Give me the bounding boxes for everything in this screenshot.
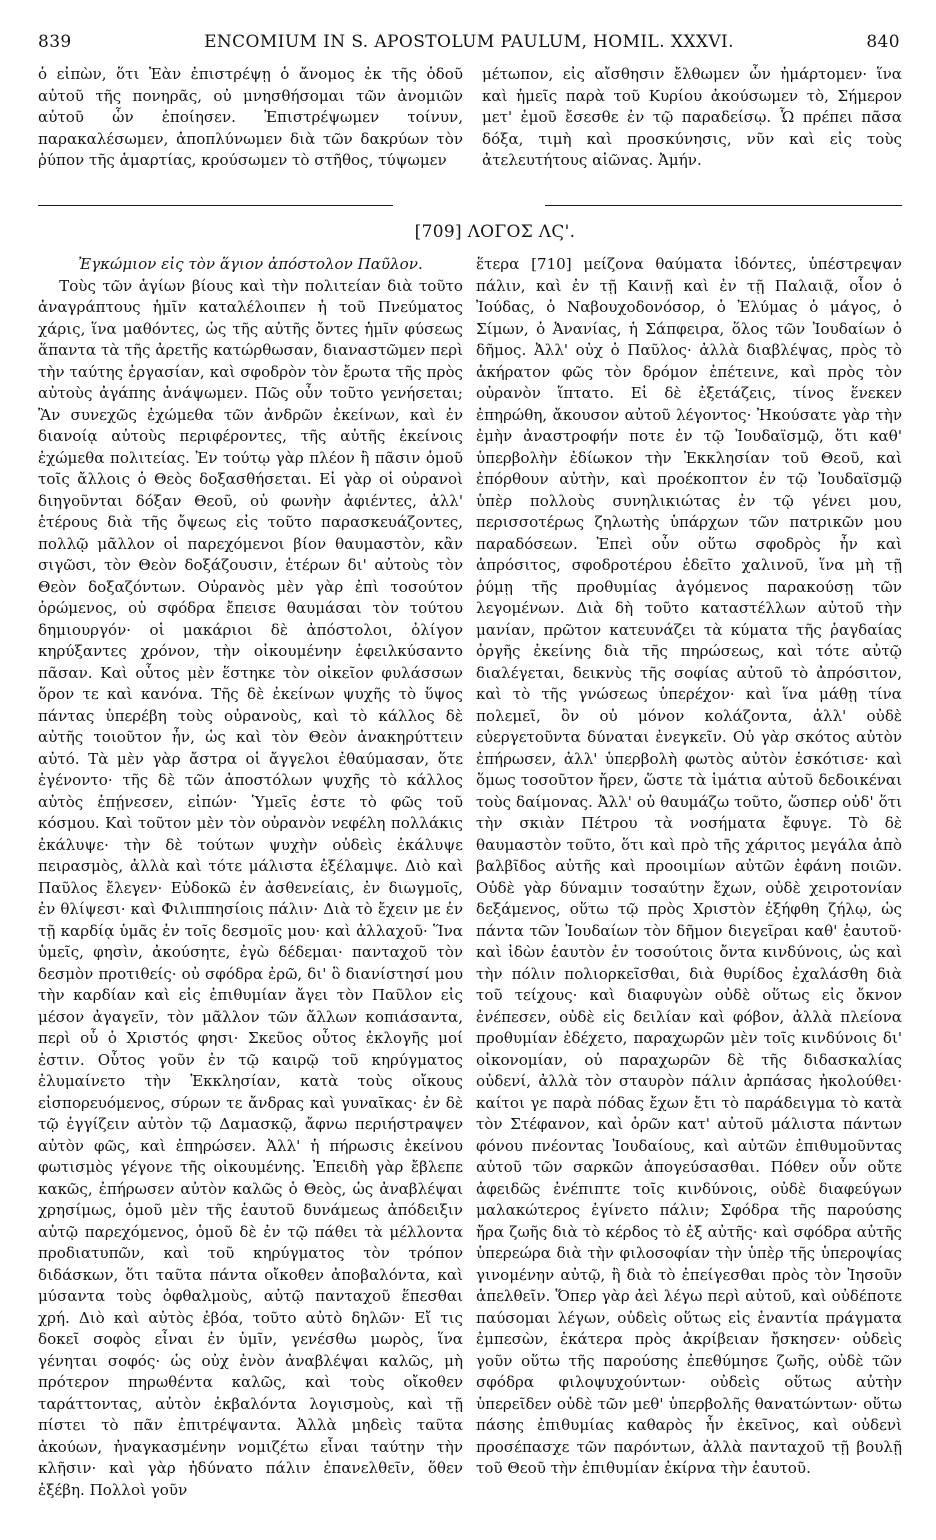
- section-subtitle: Ἐγκώμιον εἰς τὸν ἅγιον ἀπόστολον Παῦλον.: [78, 255, 423, 273]
- running-title: ENCOMIUM IN S. APOSTOLUM PAULUM, HOMIL. XXXVI.: [204, 32, 734, 52]
- running-head: [38, 32, 900, 56]
- section-divider-right: [545, 205, 902, 206]
- section-divider-left: [38, 205, 393, 206]
- lead-column-left: [38, 64, 463, 172]
- body-column-left: [38, 254, 463, 1501]
- body-text-left: Τοὺς τῶν ἁγίων βίους καὶ τὴν πολιτείαν διὰ τοῦτο ἀναγράπτους ἡμῖν καταλέλοιπεν ἡ τοῦ Πνεύματος χάρις, ἵνα μαθόντες, ὡς τῆς αὐτῆς ὄντες ἡμῖν φύσεως ἅπαντα τὰ τῆς ἀρετῆς κατώρθωσαν, διαναστῶμεν περὶ τὴν ταύτης ἐργασίαν, καὶ σφοδρὸν τὸν ἔρωτα τῆς πρὸς αὐτοὺς ἀγάπης ἀνάψωμεν. Πῶς οὖν τοῦτο γενήσεται; Ἂν συνεχῶς ἐχώμεθα τῶν ἀνδρῶν ἐκείνων, καὶ ἐν διανοίᾳ αὐτοὺς περιφέροντες, τῆς αὐτῆς ἐκείνοις ἐχώμεθα πολιτείας. Ἐν τούτῳ γὰρ πλέον ἢ πᾶσιν ὁμοῦ τοῖς ἄλλοις ὁ Θεὸς δοξασθήσεται. Εἰ γὰρ οἱ οὐρανοὶ διηγοῦνται δόξαν Θεοῦ, οὐ φωνὴν ἀφιέντες, ἀλλ' ἑτέρους διὰ τῆς ὄψεως εἰς τοῦτο παρασκευάζοντες, πολλῷ μᾶλλον οἱ παρεχόμενοι βίον θαυμαστὸν, κἂν σιγῶσι, τὸν Θεὸν δοξάζουσιν, ἑτέρων δι' αὐτοὺς τὸν Θεὸν δοξαζόντων. Οὐρανὸς μὲν γὰρ ἐπὶ τοσούτον ὁρώμενος, οὐ σφόδρα ἔπεισε θαυμάσαι τὸν τούτου δημιουργόν· οἱ μακάριοι δὲ ἀπόστολοι, ὀλίγον κηρύξαντες χρόνον, τὴν οἰκουμένην ἐφειλκύσαντο πᾶσαν. Καὶ οὗτος μὲν ἕστηκε τὸν οἰκεῖον φυλάσσων ὅρον τε καὶ κανόνα. Τῆς δὲ ἐκείνων ψυχῆς τὸ ὕψος πάντας ὑπερέβη τοὺς οὐρανοὺς, καὶ τὸ κάλλος δὲ αὐτῆς τοιοῦτον ἦν, ὡς καὶ τὸν Θεὸν ἀνακηρύττειν αὐτό. Τὰ μὲν γὰρ ἄστρα οἱ ἄγγελοι ἐθαύμασαν, ὅτε ἐγένοντο· τῆς δὲ τῶν ἀποστόλων ψυχῆς τὸ κάλλος αὐτὸς ἐπῄνεσεν, εἰπών· Ὑμεῖς ἐστε τὸ φῶς τοῦ κόσμου. Καὶ τοῦτον μὲν τὸν οὐρανὸν νεφέλη πολλάκις ἐκάλυψε· τὴν δὲ τούτων ψυχὴν οὐδεὶς ἐκάλυψε πειρασμὸς, ἀλλὰ καὶ τότε μάλιστα ἐξέλαμψε. Διὸ καὶ Παῦλος ἔλεγεν· Εὐδοκῶ ἐν ἀσθενείαις, ἐν διωγμοῖς, ἐν θλίψεσι· καὶ Φιλιππησίοις πάλιν· Διὰ τὸ ἔχειν με ἐν τῇ καρδίᾳ ὑμᾶς ἐν τοῖς δεσμοῖς μου· καὶ ἀλλαχοῦ· Ἵνα ὑμεῖς, φησὶν, ἀκούσητε, ἐγὼ δέδεμαι· πανταχοῦ τὸν δεσμὸν προτιθείς· οὐ σφόδρα ἐρῶ, δι' ὃ διανίστησί μου τὴν καρδίαν καὶ εἰς ἐπιθυμίαν ἄγει τὸν Παῦλον εἰς μέσον ἀγαγεῖν, τὸν μᾶλλον τῶν ἄλλων κοπιάσαντα, περὶ οὗ ὁ Χριστός φησι· Σκεῦος οὗτος ἐκλογῆς μοί ἐστιν. Οὗτος γοῦν ἐν τῷ καιρῷ τοῦ κηρύγματος ἐλυμαίνετο τὴν Ἐκκλησίαν, κατὰ τοὺς οἴκους εἰσπορευόμενος, σύρων τε ἄνδρας καὶ γυναῖκας· ἐν δὲ τῷ ἐγγίζειν αὐτὸν τῷ Δαμασκῷ, ἄφνω περιήστραψεν αὐτὸν φῶς, καὶ ἐπηρώσεν. Ἀλλ' ἡ πήρωσις ἐκείνου φωτισμὸς γέγονε τῆς οἰκουμένης. Ἐπειδὴ γὰρ ἔβλεπε κακῶς, ἐπήρωσεν αὐτὸν καλῶς ὁ Θεὸς, ὡς ἀναβλέψαι χρησίμως, ὁμοῦ μὲν τῆς ἑαυτοῦ δυνάμεως ἀπόδειξιν αὐτῷ παρεχόμενος, ὁμοῦ δὲ ἐν τῷ πάθει τὰ μέλλοντα προδιατυπῶν, καὶ τοῦ κηρύγματος τὸν τρόπον διδάσκων, ὅτι ταῦτα πάντα οἴκοθεν ἀποβαλόντα, καὶ μύσαντα τοὺς ὀφθαλμοὺς, αὐτῷ πανταχοῦ ἕπεσθαι χρή. Διὸ καὶ αὐτὸς ἐβόα, τοῦτο αὐτὸ δηλῶν· Εἴ τις δοκεῖ σοφὸς εἶναι ἐν ὑμῖν, γενέσθω μωρὸς, ἵνα γένηται σοφός· ὡς οὐχ ἐνὸν ἀναβλέψαι καλῶς, μὴ πρότερον πηρωθέντα καλῶς, καὶ τοὺς οἴκοθεν ταράττοντας, αὐτὸν ἐκβαλόντα λογισμοὺς, καὶ τῇ πίστει τὸ πᾶν ἐπιτρέψαντα. Ἀλλὰ μηδεὶς ταῦτα ἀκούων, ἠναγκασμένην νομιζέτω εἶναι ταύτην τὴν κλῆσιν· καὶ γὰρ ἠδύνατο πάλιν ἐπανελθεῖν, ὅθεν ἐξέβη. Πολλοὶ γοῦν: [38, 276, 463, 1499]
- body-column-right: [476, 254, 902, 1480]
- body-text-right: ἕτερα [710] μείζονα θαύματα ἰδόντες, ὑπέστρεψαν πάλιν, καὶ ἐν τῇ Καινῇ καὶ ἐν τῇ Παλαιᾷ, οἷον ὁ Ἰούδας, ὁ Ναβουχοδονόσορ, ὁ Ἐλύμας ὁ μάγος, ὁ Σίμων, ὁ Ἀνανίας, ἡ Σάπφειρα, ὅλος τῶν Ἰουδαίων ὁ δῆμος. Ἀλλ' οὐχ ὁ Παῦλος· ἀλλὰ διαβλέψας, πρὸς τὸ ἀκήρατον φῶς τὸν δρόμον ἐπέτεινε, καὶ πρὸς τὸν οὐρανὸν ἵπτατο. Εἰ δὲ ἐξετάζεις, τίνος ἕνεκεν ἐπηρώθη, ἄκουσον αὐτοῦ λέγοντος· Ἠκούσατε γὰρ τὴν ἐμὴν ἀναστροφήν ποτε ἐν τῷ Ἰουδαϊσμῷ, ὅτι καθ' ὑπερβολὴν ἐδίωκον τὴν Ἐκκλησίαν τοῦ Θεοῦ, καὶ ἐπόρθουν αὐτὴν, καὶ προέκοπτον ἐν τῷ Ἰουδαϊσμῷ ὑπὲρ πολλοὺς συνηλικιώτας ἐν τῷ γένει μου, περισσοτέρως ζηλωτὴς ὑπάρχων τῶν πατρικῶν μου παραδόσεων. Ἐπεὶ οὖν οὕτω σφοδρὸς ἦν καὶ ἀπρόσιτος, σφοδροτέρου ἐδεῖτο χαλινοῦ, ἵνα μὴ τῇ ῥύμῃ τῆς προθυμίας ἀγόμενος παρακούσῃ τῶν λεγομένων. Διὰ δὴ τοῦτο καταστέλλων αὐτοῦ τὴν μανίαν, πρῶτον κατευνάζει τὰ κύματα τῆς ῥαγδαίας ὀργῆς ἐκείνης διὰ τῆς πηρώσεως, καὶ τότε αὐτῷ διαλέγεται, δεικνὺς τῆς σοφίας αὐτοῦ τὸ ἀπρόσιτον, καὶ τὸ τῆς γνώσεως ὑπερέχον· καὶ ἵνα μάθῃ τίνα πολεμεῖ, ὃν οὐ μόνον κολάζοντα, ἀλλ' οὐδὲ εὐεργετοῦντα δύναται ἐνεγκεῖν. Οὐ γὰρ σκότος αὐτὸν ἐπήρωσεν, ἀλλ' ὑπερβολὴ φωτὸς αὐτὸν ἐσκότισε· καὶ ὅμως τοσοῦτον ἤρεν, ὥστε τὰ ἱμάτια αὐτοῦ δεδοικέναι τοὺς δαίμονας. Ἀλλ' οὐ θαυμάζω τοῦτο, ὥσπερ οὐδ' ὅτι τὴν σκιὰν Πέτρου τὰ νοσήματα ἔφυγε. Τὸ δὲ θαυμαστὸν τοῦτο, ὅτι καὶ πρὸ τῆς χάριτος μεγάλα ἀπὸ βαλβῖδος αὐτῆς καὶ προοιμίων αὐτῶν ἐφάνη ποιῶν. Οὐδὲ γὰρ δύναμιν τοσαύτην ἔχων, οὐδὲ χειροτονίαν δεξάμενος, οὕτω τῷ πρὸς Χριστὸν ἐξήφθη ζήλῳ, ὡς πάντα τῶν Ἰουδαίων τὸν δῆμον διεγεῖραι καθ' ἑαυτοῦ· καὶ ἰδὼν ἑαυτὸν ἐν τοσούτοις ὄντα κινδύνοις, ὡς καὶ τὴν πόλιν πολιορκεῖσθαι, διὰ θυρίδος ἐχαλάσθη διὰ τοῦ τείχους· καὶ διαφυγὼν οὐδὲ οὕτως εἰς ὄκνον ἐνέπεσεν, οὐδὲ εἰς δειλίαν καὶ φόβον, ἀλλὰ πλείονα προθυμίαν ἐδέχετο, παραχωρῶν μὲν τοῖς κινδύνοις δι' οἰκονομίαν, οὐ παραχωρῶν δὲ τῆς διδασκαλίας οὐδενί, ἀλλὰ τὸν σταυρὸν πάλιν ἁρπάσας ἠκολούθει· καίτοι γε παρὰ πόδας ἔχων ἔτι τὸ παράδειγμα τὸ κατὰ τὸν Στέφανον, καὶ ὁρῶν κατ' αὐτοῦ μάλιστα πάντων φόνου πνέοντας Ἰουδαίους, καὶ αὐτῶν ἐπιθυμοῦντας αὐτοῦ τῶν σαρκῶν ἀπογεύσασθαι. Πόθεν οὖν οὔτε ἀφειδῶς ἐνέπιπτε τοῖς κινδύνοις, οὐδὲ διαφεύγων μαλακώτερος ἐγίνετο πάλιν; Σφόδρα τῆς παρούσης ἤρα ζωῆς διὰ τὸ κέρδος τὸ ἐξ αὐτῆς· καὶ σφόδρα αὐτῆς ὑπερεώρα διὰ τὴν φιλοσοφίαν τὴν ὑπὲρ τῆς ὑπεροψίας γινομένην αὐτῷ, ἢ διὰ τὸ ἐπείγεσθαι πρὸς τὸν Ἰησοῦν ἀπελθεῖν. Ὅπερ γὰρ ἀεὶ λέγω περὶ αὐτοῦ, καὶ οὐδέποτε παύσομαι λέγων, οὐδεὶς οὕτως εἰς ἐναντία πράγματα ἐμπεσὼν, ἑκάτερα πρὸς ἀκρίβειαν ἤσκησεν· οὐδεὶς γοῦν οὕτω τῆς παρούσης ἐπεθύμησε ζωῆς, οὐδὲ τῶν σφόδρα φιλοψυχούντων· οὐδεὶς οὕτως αὐτὴν ὑπερεῖδεν οὐδὲ τῶν μεθ' ὑπερβολῆς θανατώντων· οὕτω πάσης ἐπιθυμίας καθαρὸς ἦν ἐκεῖνος, καὶ οὐδενὶ προσέπασχε τῶν παρόντων, ἀλλὰ πανταχοῦ τῇ βουλῇ τοῦ Θεοῦ τὴν ἐπιθυμίαν ἐκίρνα τὴν ἑαυτοῦ.: [476, 255, 902, 1477]
- section-heading: [709] ΛΟΓΟΣ ΛϚ'.: [414, 222, 576, 242]
- left-page-number: 839: [38, 32, 72, 52]
- lead-text-right: μέτωπον, εἰς αἴσθησιν ἔλθωμεν ὧν ἡμάρτομεν· ἵνα καὶ ἡμεῖς παρὰ τοῦ Κυρίου ἀκούσωμεν τὸ, Σήμερον μετ' ἐμοῦ ἔσεσθε ἐν τῷ παραδείσῳ. Ὧ πρέπει πᾶσα δόξα, τιμὴ καὶ προσκύνησις, νῦν καὶ εἰς τοὺς ἀτελευτήτους αἰῶνας. Ἀμήν.: [482, 65, 902, 170]
- lead-column-right: [482, 64, 902, 172]
- lead-text-left: ὁ εἰπὼν, ὅτι Ἐὰν ἐπιστρέψῃ ὁ ἄνομος ἐκ τῆς ὁδοῦ αὐτοῦ τῆς πονηρᾶς, οὐ μνησθήσομαι τῶν ἀνομιῶν αὐτοῦ ὧν ἐποίησεν. Ἐπιστρέψωμεν τοίνυν, παρακαλέσωμεν, ἀποπλύνωμεν διὰ τῶν δακρύων τὸν ῥύπον τῆς ἁμαρτίας, κρούσωμεν τὸ στῆθος, τύψωμεν: [38, 65, 463, 170]
- right-page-number: 840: [866, 32, 900, 52]
